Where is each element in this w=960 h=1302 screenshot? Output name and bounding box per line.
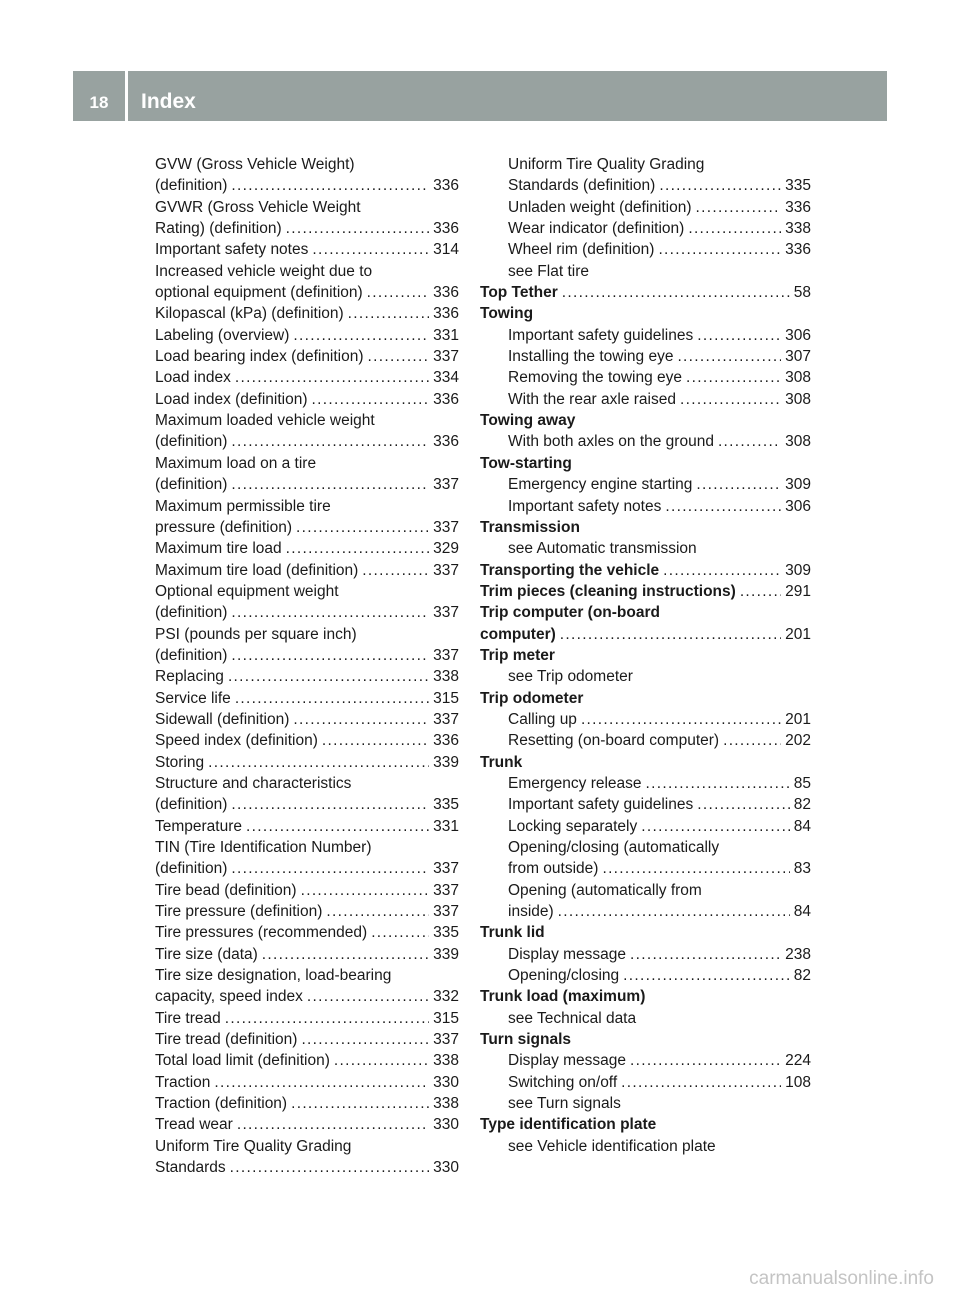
index-entry (480, 218, 811, 239)
dot-leader (581, 709, 781, 730)
index-heading: Towing away (480, 412, 576, 430)
page-reference: 201 (785, 710, 811, 728)
index-heading: Type identification plate (480, 1116, 657, 1134)
dot-leader (621, 1072, 781, 1093)
page-reference: 337 (433, 646, 459, 664)
page-reference: 309 (785, 476, 811, 494)
page-reference: 337 (433, 860, 459, 878)
dot-leader (560, 624, 781, 645)
index-entry (155, 922, 459, 943)
index-entry (155, 1072, 459, 1093)
index-entry (155, 389, 459, 410)
dot-leader (362, 560, 429, 581)
index-entry (155, 474, 459, 495)
page-reference: 339 (433, 753, 459, 771)
index-text: PSI (pounds per square inch) (155, 625, 357, 643)
entry-label: Wheel rim (definition) (508, 241, 655, 259)
dot-leader (208, 752, 429, 773)
page-reference: 336 (433, 732, 459, 750)
dot-leader (214, 1072, 429, 1093)
dot-leader (348, 303, 429, 324)
index-entry (480, 709, 811, 730)
index-text: Opening/closing (automatically (508, 839, 720, 856)
dot-leader (312, 389, 430, 410)
entry-label: Important safety notes (155, 241, 309, 259)
dot-leader (688, 218, 781, 239)
dot-leader (723, 730, 781, 751)
page-reference: 337 (433, 1031, 459, 1049)
dot-leader (307, 986, 429, 1007)
page-reference: 335 (433, 796, 459, 814)
entry-label: Temperature (155, 817, 243, 835)
dot-leader (262, 944, 429, 965)
dot-leader (659, 175, 781, 196)
index-text: see Automatic transmission (508, 540, 697, 558)
index-heading: Transmission (480, 518, 580, 536)
dot-leader (237, 1114, 429, 1135)
dot-leader (326, 901, 429, 922)
index-entry (155, 1050, 459, 1071)
index-text: Opening (automatically from (508, 881, 702, 899)
page-reference: 335 (433, 924, 459, 942)
page-reference: 338 (433, 1095, 459, 1113)
index-entry (480, 965, 811, 986)
entry-label: Storing (155, 753, 205, 771)
entry-label: Tire pressures (recommended) (155, 924, 368, 942)
entry-label: Standards (definition) (508, 177, 656, 195)
entry-label: Installing the towing eye (508, 348, 674, 366)
page-reference: 58 (793, 284, 811, 302)
index-entry (480, 1072, 811, 1093)
page-reference: 338 (433, 668, 459, 686)
page-reference: 336 (433, 305, 459, 323)
index-heading: Turn signals (480, 1031, 572, 1049)
page-reference: 306 (785, 326, 811, 344)
page-reference: 337 (433, 518, 459, 536)
index-entry (155, 858, 459, 879)
page-reference: 201 (785, 625, 811, 643)
index-text: Tire size designation, load-bearing (155, 967, 392, 985)
index-entry (155, 688, 459, 709)
entry-label: With the rear axle raised (508, 390, 676, 408)
index-column-right (480, 154, 811, 1157)
index-entry (480, 858, 811, 879)
entry-label: Resetting (on-board computer) (508, 732, 720, 750)
index-entry (155, 1093, 459, 1114)
index-entry (480, 624, 811, 645)
entry-label: Load bearing index (definition) (155, 348, 364, 366)
dot-leader (228, 666, 429, 687)
entry-label: Sidewall (definition) (155, 710, 290, 728)
index-entry (480, 773, 811, 794)
dot-leader (231, 645, 429, 666)
entry-label: Display message (508, 945, 627, 963)
dot-leader (696, 474, 781, 495)
dot-leader (312, 239, 429, 260)
index-heading: Tow-starting (480, 454, 572, 472)
entry-label: Important safety guidelines (508, 796, 694, 814)
page-reference: 336 (433, 433, 459, 451)
entry-label: (definition) (155, 860, 228, 878)
index-entry (480, 282, 811, 303)
page-reference: 314 (433, 241, 459, 259)
entry-label: Maximum tire load (definition) (155, 561, 359, 579)
entry-label: Wear indicator (definition) (508, 220, 685, 238)
entry-label: Tire pressure (definition) (155, 903, 323, 921)
index-entry (155, 794, 459, 815)
entry-label: Rating) (definition) (155, 220, 282, 238)
index-entry (155, 602, 459, 623)
index-entry (480, 901, 811, 922)
index-entry (155, 816, 459, 837)
page-reference: 84 (793, 903, 811, 921)
dot-leader (231, 602, 429, 623)
index-entry (155, 730, 459, 751)
page-reference: 85 (793, 774, 811, 792)
entry-label: Maximum tire load (155, 540, 282, 558)
index-entry (155, 431, 459, 452)
entry-label: (definition) (155, 646, 228, 664)
entry-label: Unladen weight (definition) (508, 198, 692, 216)
index-entry (155, 880, 459, 901)
entry-label: inside) (508, 903, 554, 921)
page-reference: 330 (433, 1159, 459, 1177)
dot-leader (225, 1008, 429, 1029)
page-reference: 336 (785, 241, 811, 259)
entry-label: Traction (definition) (155, 1095, 288, 1113)
index-entry (155, 645, 459, 666)
dot-leader (293, 325, 429, 346)
entry-label: Switching on/off (508, 1073, 618, 1091)
entry-label: Load index (definition) (155, 390, 308, 408)
entry-label: Important safety guidelines (508, 326, 694, 344)
index-entry (155, 303, 459, 324)
dot-leader (641, 816, 790, 837)
dot-leader (677, 346, 781, 367)
dot-leader (293, 709, 429, 730)
dot-leader (663, 560, 781, 581)
index-entry (155, 346, 459, 367)
index-text: Increased vehicle weight due to (155, 262, 373, 280)
dot-leader (680, 389, 781, 410)
dot-leader (630, 944, 781, 965)
index-entry (480, 794, 811, 815)
entry-label: Important safety notes (508, 497, 662, 515)
index-text: see Vehicle identification plate (508, 1137, 716, 1155)
index-text: see Trip odometer (508, 668, 633, 686)
index-entry (155, 666, 459, 687)
page-reference: 339 (433, 945, 459, 963)
dot-leader (235, 367, 429, 388)
page-reference: 108 (785, 1073, 811, 1091)
page-reference: 308 (785, 433, 811, 451)
entry-label: Tire tread (definition) (155, 1031, 298, 1049)
header-separator (125, 71, 128, 121)
entry-label: pressure (definition) (155, 518, 292, 536)
index-entry (155, 901, 459, 922)
index-entry (480, 325, 811, 346)
page-reference: 334 (433, 369, 459, 387)
entry-label: (definition) (155, 796, 228, 814)
entry-label: (definition) (155, 433, 228, 451)
dot-leader (368, 346, 430, 367)
entry-label: (definition) (155, 604, 228, 622)
entry-label: Tire size (data) (155, 945, 258, 963)
entry-label: Tire bead (definition) (155, 881, 297, 899)
entry-label: Tread wear (155, 1116, 233, 1134)
page-reference: 202 (785, 732, 811, 750)
entry-label: Traction (155, 1073, 211, 1091)
index-text: TIN (Tire Identification Number) (155, 839, 372, 856)
index-entry (155, 218, 459, 239)
index-entry (155, 944, 459, 965)
index-entry (480, 1050, 811, 1071)
entry-label: optional equipment (definition) (155, 284, 363, 302)
dot-leader (286, 218, 429, 239)
index-text: Uniform Tire Quality Grading (508, 156, 705, 173)
index-entry (480, 730, 811, 751)
index-entry (155, 709, 459, 730)
index-entry (480, 346, 811, 367)
page-reference: 308 (785, 369, 811, 387)
dot-leader (235, 688, 429, 709)
dot-leader (562, 282, 790, 303)
entry-label: Load index (155, 369, 231, 387)
entry-label: Trim pieces (cleaning instructions) (480, 582, 736, 600)
dot-leader (322, 730, 429, 751)
page-reference: 224 (785, 1052, 811, 1070)
index-entry (480, 389, 811, 410)
entry-label: Tire tread (155, 1009, 221, 1027)
entry-label: Display message (508, 1052, 627, 1070)
dot-leader (697, 325, 781, 346)
page-reference: 82 (793, 967, 811, 985)
index-entry (155, 517, 459, 538)
index-text: see Turn signals (508, 1095, 621, 1113)
index-entry (480, 581, 811, 602)
entry-label: (definition) (155, 476, 228, 494)
dot-leader (718, 431, 781, 452)
dot-leader (231, 474, 429, 495)
dot-leader (697, 794, 790, 815)
page-reference: 330 (433, 1073, 459, 1091)
index-text: Maximum permissible tire (155, 497, 331, 515)
index-text: see Technical data (508, 1009, 637, 1027)
page-reference: 337 (433, 348, 459, 366)
dot-leader (367, 282, 429, 303)
entry-label: Labeling (overview) (155, 326, 290, 344)
page-reference: 336 (433, 284, 459, 302)
dot-leader (291, 1093, 429, 1114)
page-reference: 332 (433, 988, 459, 1006)
page-number: 18 (89, 93, 109, 112)
index-text: GVWR (Gross Vehicle Weight (155, 198, 361, 216)
page-reference: 309 (785, 561, 811, 579)
page-reference: 337 (433, 881, 459, 899)
index-text: GVW (Gross Vehicle Weight) (155, 156, 355, 173)
entry-label: (definition) (155, 177, 228, 195)
dot-leader (686, 367, 781, 388)
index-heading: Trip meter (480, 646, 555, 664)
page-reference: 337 (433, 903, 459, 921)
dot-leader (286, 538, 430, 559)
page-reference: 330 (433, 1116, 459, 1134)
page-reference: 308 (785, 390, 811, 408)
index-entry (155, 752, 459, 773)
page-reference: 82 (793, 796, 811, 814)
watermark: carmanualsonline.info (749, 1268, 934, 1289)
entry-label: Top Tether (480, 284, 558, 302)
index-text: see Flat tire (508, 262, 589, 280)
index-entry (480, 560, 811, 581)
page-reference: 337 (433, 710, 459, 728)
index-text: Maximum loaded vehicle weight (155, 412, 375, 430)
index-entry (155, 1008, 459, 1029)
entry-label: Opening/closing (508, 967, 620, 985)
entry-label: Calling up (508, 710, 577, 728)
page-reference: 336 (433, 220, 459, 238)
entry-label: Removing the towing eye (508, 369, 683, 387)
entry-label: from outside) (508, 860, 599, 878)
index-entry (480, 474, 811, 495)
index-heading: Trip computer (on-board (480, 604, 660, 622)
index-entry (155, 1114, 459, 1135)
page-reference: 315 (433, 1009, 459, 1027)
page-reference: 315 (433, 689, 459, 707)
index-text: Optional equipment weight (155, 582, 339, 600)
page-reference: 337 (433, 561, 459, 579)
entry-label: With both axles on the ground (508, 433, 714, 451)
page-reference: 338 (785, 220, 811, 238)
entry-label: Speed index (definition) (155, 732, 318, 750)
entry-label: Total load limit (definition) (155, 1052, 330, 1070)
index-entry (155, 325, 459, 346)
page-reference: 238 (785, 945, 811, 963)
index-entry (155, 1029, 459, 1050)
dot-leader (301, 1029, 429, 1050)
dot-leader (231, 175, 429, 196)
index-heading: Trunk lid (480, 924, 545, 942)
dot-leader (371, 922, 429, 943)
index-column-left (155, 154, 459, 1179)
index-entry (480, 816, 811, 837)
entry-label: Locking separately (508, 817, 638, 835)
index-entry (480, 367, 811, 388)
page-reference: 307 (785, 348, 811, 366)
index-text: Uniform Tire Quality Grading (155, 1137, 352, 1155)
index-entry (480, 175, 811, 196)
page-reference: 337 (433, 604, 459, 622)
page-reference: 336 (433, 390, 459, 408)
dot-leader (231, 431, 429, 452)
dot-leader (740, 581, 781, 602)
dot-leader (231, 858, 429, 879)
entry-label: Emergency engine starting (508, 476, 693, 494)
dot-leader (558, 901, 790, 922)
index-entry (155, 560, 459, 581)
dot-leader (630, 1050, 781, 1071)
index-entry (480, 197, 811, 218)
page-reference: 306 (785, 497, 811, 515)
index-entry (155, 175, 459, 196)
entry-label: computer) (480, 625, 556, 643)
page-reference: 331 (433, 817, 459, 835)
dot-leader (334, 1050, 429, 1071)
page-reference: 336 (433, 177, 459, 195)
entry-label: Service life (155, 689, 231, 707)
dot-leader (296, 517, 429, 538)
index-heading: Trunk (480, 753, 523, 771)
dot-leader (623, 965, 790, 986)
page-reference: 329 (433, 540, 459, 558)
index-entry (155, 1157, 459, 1178)
index-entry (155, 282, 459, 303)
page-reference: 331 (433, 326, 459, 344)
dot-leader (646, 773, 790, 794)
page-reference: 83 (793, 860, 811, 878)
index-entry (155, 538, 459, 559)
index-entry (155, 367, 459, 388)
entry-label: Emergency release (508, 774, 642, 792)
page-reference: 337 (433, 476, 459, 494)
dot-leader (665, 496, 781, 517)
section-title: Index (141, 90, 196, 113)
dot-leader (231, 794, 429, 815)
index-entry (480, 496, 811, 517)
entry-label: Replacing (155, 668, 224, 686)
index-entry (480, 239, 811, 260)
page-reference: 84 (793, 817, 811, 835)
dot-leader (658, 239, 781, 260)
dot-leader (602, 858, 789, 879)
dot-leader (246, 816, 429, 837)
entry-label: capacity, speed index (155, 988, 303, 1006)
index-heading: Towing (480, 305, 534, 323)
entry-label: Kilopascal (kPa) (definition) (155, 305, 344, 323)
index-entry (155, 239, 459, 260)
index-entry (155, 986, 459, 1007)
entry-label: Transporting the vehicle (480, 561, 660, 579)
entry-label: Standards (155, 1159, 226, 1177)
dot-leader (230, 1157, 429, 1178)
page-reference: 291 (785, 582, 811, 600)
page-reference: 335 (785, 177, 811, 195)
index-entry (480, 944, 811, 965)
dot-leader (301, 880, 430, 901)
index-heading: Trunk load (maximum) (480, 988, 646, 1006)
index-entry (480, 431, 811, 452)
page-reference: 336 (785, 198, 811, 216)
index-text: Maximum load on a tire (155, 454, 317, 472)
dot-leader (696, 197, 782, 218)
index-text: Structure and characteristics (155, 774, 352, 792)
page-reference: 338 (433, 1052, 459, 1070)
index-heading: Trip odometer (480, 689, 584, 707)
